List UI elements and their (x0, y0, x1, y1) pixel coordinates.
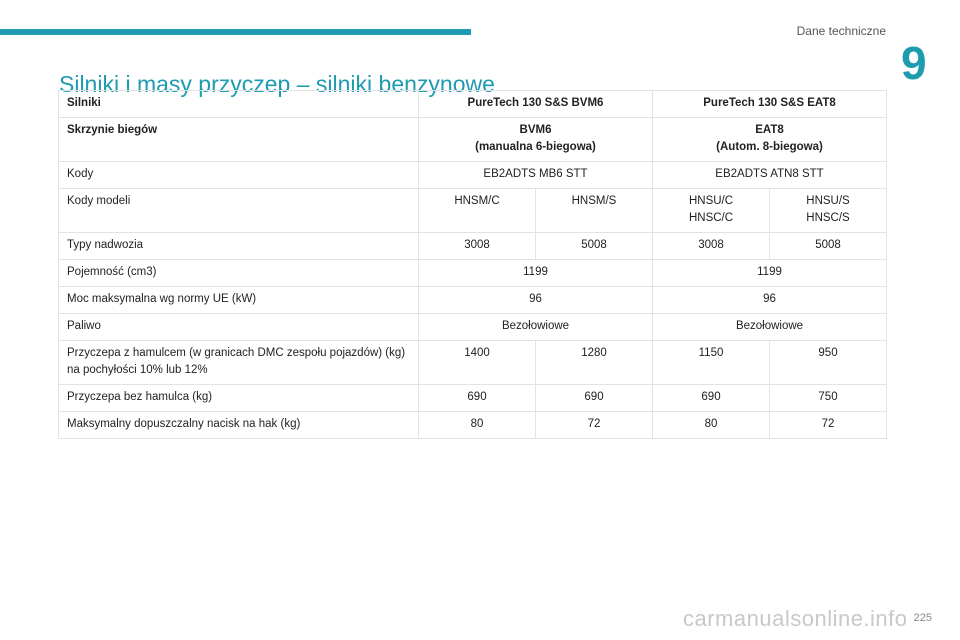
table-row (59, 118, 887, 162)
engine-b-header: PureTech 130 S&S EAT8 (653, 91, 887, 118)
model-code: HNSC/S (806, 212, 850, 224)
row-label: Silniki (59, 91, 419, 118)
table-cell: 690 (419, 385, 536, 412)
table-cell: 1199 (419, 260, 653, 287)
table-row (59, 233, 887, 260)
table-cell: 690 (653, 385, 770, 412)
table-cell: 1400 (419, 341, 536, 385)
table-cell: EB2ADTS ATN8 STT (653, 162, 887, 189)
chapter-number: 9 (901, 37, 927, 89)
table-cell: 3008 (653, 233, 770, 260)
page-title: Silniki i masy przyczep – silniki benzynowe (59, 71, 495, 98)
row-label: Pojemność (cm3) (59, 260, 419, 287)
engine-spec-table (58, 90, 887, 439)
model-code: HNSU/C (688, 195, 734, 207)
row-label: Moc maksymalna wg normy UE (kW) (59, 287, 419, 314)
row-label: Kody (59, 162, 419, 189)
table-row (59, 91, 887, 118)
model-code: HNSU/S (806, 195, 850, 207)
table-cell: 72 (536, 412, 653, 439)
table-cell: 1150 (653, 341, 770, 385)
top-accent-bar (0, 29, 471, 35)
table-cell: 96 (653, 287, 887, 314)
table-row (59, 189, 887, 233)
table-cell: 1199 (653, 260, 887, 287)
gearbox-b-sub: (Autom. 8-biegowa) (716, 141, 823, 153)
braked-label-line2: na pochyłości 10% lub 12% (67, 364, 208, 376)
table-cell: 1280 (536, 341, 653, 385)
table-cell: 5008 (536, 233, 653, 260)
table-cell: EB2ADTS MB6 STT (419, 162, 653, 189)
row-label: Skrzynie biegów (59, 118, 419, 162)
table-row (59, 412, 887, 439)
table-row (59, 260, 887, 287)
row-label: Przyczepa bez hamulca (kg) (59, 385, 419, 412)
table-cell: 80 (419, 412, 536, 439)
gearbox-a: BVM6 (519, 124, 552, 136)
row-label: Paliwo (59, 314, 419, 341)
table-cell: 80 (653, 412, 770, 439)
table-row (59, 341, 887, 385)
row-label (59, 341, 419, 385)
table-cell (770, 189, 887, 233)
model-code: HNSC/C (688, 212, 734, 224)
row-label: Maksymalny dopuszczalny nacisk na hak (kg) (59, 412, 419, 439)
table-cell: 690 (536, 385, 653, 412)
table-cell: 96 (419, 287, 653, 314)
page-number: 225 (913, 612, 932, 624)
engine-a-header: PureTech 130 S&S BVM6 (419, 91, 653, 118)
table-row (59, 385, 887, 412)
table-cell: Bezołowiowe (419, 314, 653, 341)
gearbox-b-cell (653, 118, 887, 162)
row-label: Typy nadwozia (59, 233, 419, 260)
row-label: Kody modeli (59, 189, 419, 233)
table-cell: 3008 (419, 233, 536, 260)
table-cell: HNSM/S (536, 189, 653, 233)
table-row (59, 162, 887, 189)
table-row (59, 314, 887, 341)
section-title: Dane techniczne (796, 24, 886, 38)
table-cell: 72 (770, 412, 887, 439)
gearbox-b: EAT8 (755, 124, 784, 136)
table-cell: 750 (770, 385, 887, 412)
watermark: carmanualsonline.info (683, 606, 908, 631)
gearbox-a-cell (419, 118, 653, 162)
table-row (59, 287, 887, 314)
table-cell: 950 (770, 341, 887, 385)
table-cell: Bezołowiowe (653, 314, 887, 341)
braked-label-line1: Przyczepa z hamulcem (w granicach DMC zespołu pojazdów) (kg) (67, 347, 406, 359)
gearbox-a-sub: (manualna 6-biegowa) (475, 141, 596, 153)
table-cell: HNSM/C (419, 189, 536, 233)
table-cell (653, 189, 770, 233)
table-cell: 5008 (770, 233, 887, 260)
